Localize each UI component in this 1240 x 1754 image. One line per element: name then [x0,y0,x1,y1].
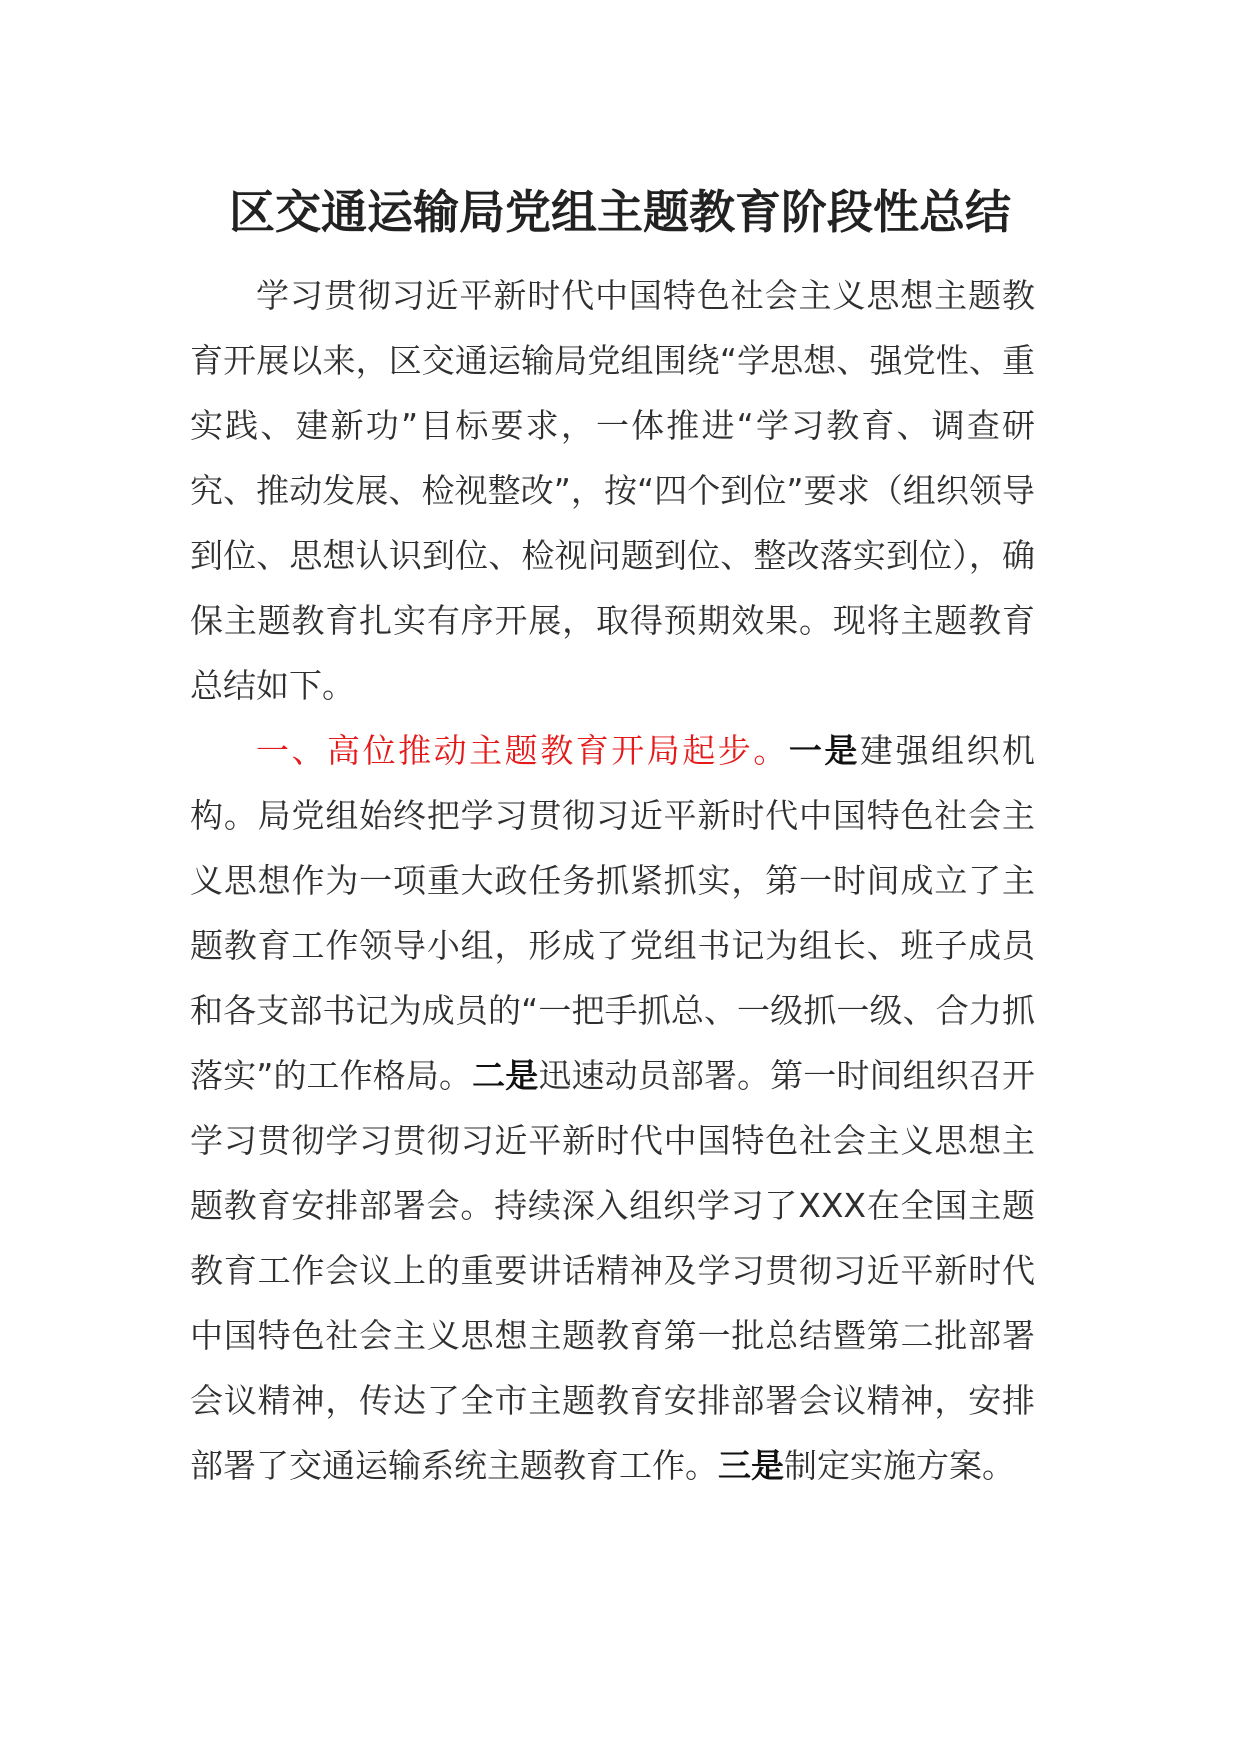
intro-paragraph: 学习贯彻习近平新时代中国特色社会主义思想主题教育开展以来，区交通运输局党组围绕“学思想、强党性、重实践、建新功”目标要求，一体推进“学习教育、调查研究、推动发展、检视整改”，按“四个到位”要求（组织领导到位、思想认识到位、检视问题到位、整改落实到位），确保主题教育扎实有序开展，取得预期效果。现将主题教育总结如下。 [190,276,1035,705]
keyword-first: 一是 [788,731,860,770]
document-body [190,263,1035,1498]
section-1-text-2: 迅速动员部署。第一时间组织召开学习贯彻学习贯彻习近平新时代中国特色社会主义思想主题教育安排部署会。持续深入组织学习了XXX在全国主题教育工作会议上的重要讲话精神及学习贯彻习近平新时代中国特色社会主义思想主题教育第一批总结暨第二批部署会议精神，传达了全市主题教育安排部署会议精神，安排部署了交通运输系统主题教育工作。 [190,1056,1035,1485]
section-1-heading: 一、高位推动主题教育开局起步。 [256,731,789,770]
document-title: 区交通运输局党组主题教育阶段性总结 [229,185,1011,239]
section-1-text-3: 制定实施方案。 [784,1446,1015,1485]
keyword-third: 三是 [718,1446,784,1485]
keyword-second: 二是 [472,1056,539,1095]
section-1-paragraph [190,718,1035,1498]
section-1-text-1: 建强组织机构。局党组始终把学习贯彻习近平新时代中国特色社会主义思想作为一项重大政任务抓紧抓实，第一时间成立了主题教育工作领导小组，形成了党组书记为组长、班子成员和各支部书记为成员的“一把手抓总、一级抓一级、合力抓落实”的工作格局。 [190,731,1036,1095]
